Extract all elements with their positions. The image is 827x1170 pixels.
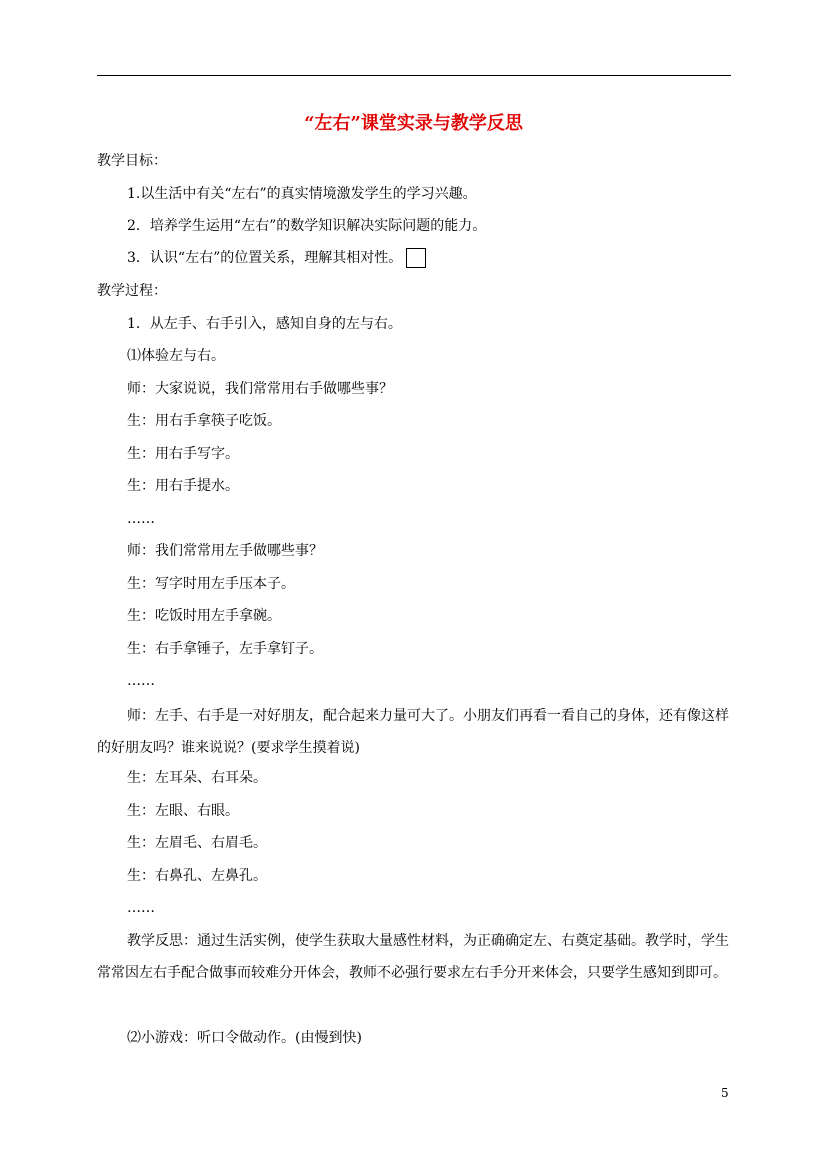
dialogue-line: 生：左眉毛、右眉毛。 bbox=[127, 835, 267, 851]
ellipsis: …… bbox=[127, 511, 155, 527]
goal-3-text: 3．认识“左右”的位置关系，理解其相对性。 bbox=[127, 250, 403, 266]
dialogue-line: 生：写字时用左手压本子。 bbox=[127, 576, 295, 592]
dialogue-line: 生：右鼻孔、左鼻孔。 bbox=[127, 868, 267, 884]
document-title: “左右”课堂实录与教学反思 bbox=[304, 113, 523, 134]
dialogue-line: 师：大家说说，我们常常用右手做哪些事？ bbox=[127, 381, 393, 397]
dialogue-line: 生：吃饭时用左手拿碗。 bbox=[127, 608, 281, 624]
dialogue-line: 生：用右手写字。 bbox=[127, 446, 239, 462]
reflection-paragraph: 教学反思：通过生活实例，使学生获取大量感性材料，为正确确定左、右奠定基础。教学时，学生常常因左右手配合做事而较难分开体会，教师不必强行要求左右手分开来体会，只要学生感知到即可。 bbox=[97, 933, 729, 981]
dialogue-line: 生：左耳朵、右耳朵。 bbox=[127, 770, 267, 786]
sub-step-1: ⑴体验左与右。 bbox=[127, 348, 225, 364]
goal-2: 2．培养学生运用“左右”的数学知识解决实际问题的能力。 bbox=[127, 218, 487, 234]
dialogue-line: 生：用右手拿筷子吃饭。 bbox=[127, 413, 281, 429]
sub-step-2: ⑵小游戏：听口令做动作。(由慢到快) bbox=[127, 1030, 362, 1046]
ellipsis: …… bbox=[127, 673, 155, 689]
goal-3 bbox=[127, 248, 426, 268]
dialogue-line: 生：左眼、右眼。 bbox=[127, 803, 239, 819]
empty-box bbox=[406, 248, 426, 268]
dialogue-line: 生：用右手提水。 bbox=[127, 478, 239, 494]
header-rule bbox=[97, 75, 731, 76]
goal-1: 1.以生活中有关“左右”的真实情境激发学生的学习兴趣。 bbox=[127, 186, 477, 202]
process-step-1: 1．从左手、右手引入，感知自身的左与右。 bbox=[127, 316, 402, 332]
ellipsis: …… bbox=[127, 900, 155, 916]
dialogue-line: 生：右手拿锤子，左手拿钉子。 bbox=[127, 641, 323, 657]
section-heading-process: 教学过程： bbox=[97, 283, 167, 299]
section-heading-goals: 教学目标： bbox=[97, 153, 167, 169]
teacher-paragraph: 师：左手、右手是一对好朋友，配合起来力量可大了。小朋友们再看一看自己的身体，还有像这样的好朋友吗？谁来说说？(要求学生摸着说) bbox=[97, 708, 729, 756]
page-number: 5 bbox=[721, 1086, 729, 1100]
dialogue-line: 师：我们常常用左手做哪些事？ bbox=[127, 543, 323, 559]
